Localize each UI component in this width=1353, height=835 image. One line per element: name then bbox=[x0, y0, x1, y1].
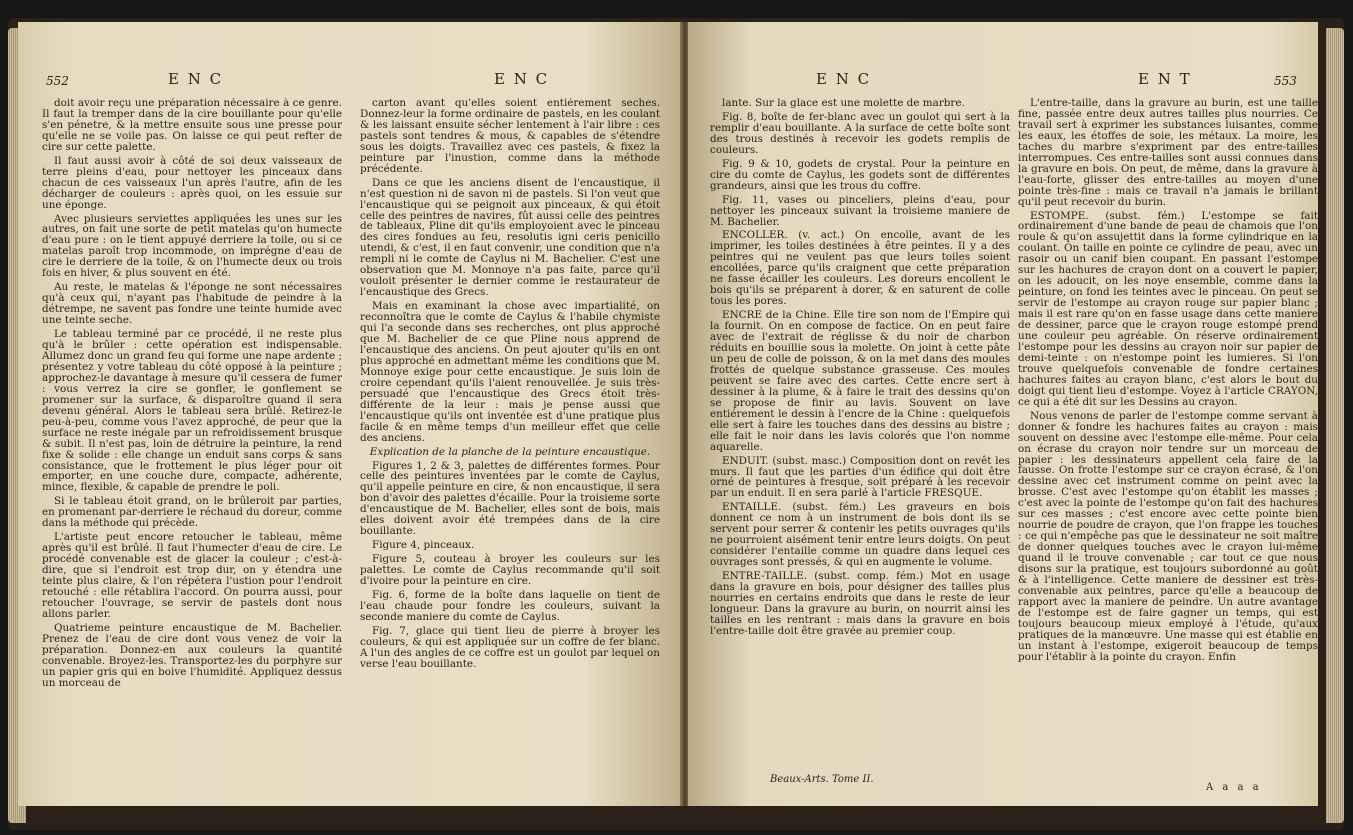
paragraph: Si le tableau étoit grand, on le brûleroit par parties, en promenant par-derriere le réchaud du doreur, comme dans la méthode qui précède. bbox=[42, 495, 342, 530]
running-head-left-col2: E N C bbox=[494, 70, 550, 88]
paragraph: Fig. 9 & 10, godets de crystal. Pour la peinture en cire du comte de Caylus, les godets sont de différentes grandeurs, ainsi que les trous du coffre. bbox=[710, 157, 1010, 192]
left-page-column-1 bbox=[42, 98, 342, 788]
page-number-left: 552 bbox=[46, 74, 69, 88]
paragraph: Avec plusieurs serviettes appliquées les unes sur les autres, on fait une sorte de petit matelas qu'on humecte d'eau pure : on le tient appuyé derriere la toile, ou si ce matelas paroît trop incommode, on imprégne d'eau de cire le derriere de la toile, & on l'humecte deux ou trois fois en hiver, & plus souvent en été. bbox=[42, 212, 342, 280]
left-page-column-2 bbox=[360, 98, 660, 788]
paragraph: ENCOLLER. (v. act.) On encolle, avant de les imprimer, les toiles destinées à être peintes. Il y a des peintres qui ne veulent pas que leurs toiles soient encollées, parce qu'ils craignent que cette préparation ne fasse écailler les couleurs. Les doreurs encollent le bois qu'ils se préparent à dorer, & en saturent de colle tous les pores. bbox=[710, 229, 1010, 308]
right-page bbox=[688, 22, 1318, 806]
paragraph: Mais en examinant la chose avec impartialité, on reconnoîtra que le comte de Caylus & l'habile chymiste qui l'a seconde dans ses recherches, ont plus approché que M. Bachelier de ce que Pline nous apprend de l'encaustique des anciens. On peut ajouter qu'ils en ont plus approché en admettant même les conditions que M. Monnoye exige pour cette encaustique. Je suis loin de croire cependant qu'ils l'aient renouvellée. Je suis très-persuadé que l'encaustique des Grecs étoit très-différente de la leur : mais je pense aussi que l'encaustique qu'ils ont inventée est d'une pratique plus facile & en même temps d'un meilleur effet que celle des anciens. bbox=[360, 300, 660, 444]
running-head-right-col1: E N C bbox=[816, 70, 872, 88]
paragraph: Fig. 6, forme de la boîte dans laquelle on tient de l'eau chaude pour fondre les couleurs, suivant la seconde maniere du comte de Caylus. bbox=[360, 588, 660, 623]
running-head-right-col2: E N T bbox=[1138, 70, 1192, 88]
paragraph: Fig. 7, glace qui tient lieu de pierre à broyer les couleurs, & qui est appliquée sur un coffre de fer blanc. A l'un des angles de ce coffre est un goulot par lequel on verse l'eau bouillante. bbox=[360, 624, 660, 670]
paragraph: Fig. 11, vases ou pinceliers, pleins d'eau, pour nettoyer les pinceaux suivant la troisieme maniere de M. Bachelier. bbox=[710, 193, 1010, 228]
page-number-right: 553 bbox=[1274, 74, 1297, 88]
paragraph: L'artiste peut encore retoucher le tableau, même après qu'il est brûlé. Il faut l'humecter d'eau de cire. Le procédé convenable est de glacer la couleur ; c'est-à-dire, que si l'endroit est trop dur, on y étendra une teinte plus claire, & l'on répétera l'ustion pour l'endroit retouché : elle rétablira l'accord. On pourra aussi, pour retoucher l'ouvrage, se servir de pastels dont nous allons parler. bbox=[42, 531, 342, 620]
paragraph: Le tableau terminé par ce procédé, il ne reste plus qu'à le brûler : cette opération est indispensable. Allumez donc un grand feu qui forme une nape ardente ; présentez y votre tableau du côté opposé à la peinture ; approchez-le davantage à mesure qu'il cessera de fumer : vous verrez la cire se gonfler, le gonflement se promener sur la surface, & disparoître quand il sera devenu général. Alors le tableau sera brûlé. Retirez-le peu-à-peu, comme vous l'avez approché, de peur que la surface ne reste inégale par un refroidissement brusque & subit. Il n'est pas, loin de détruire la peinture, la rend fixe & solide : elle change un enduit sans corps & sans consistance, que le frottement le plus léger pour oit emporter, en une couche dure, compacte, adhérente, mince, flexible, & capable de prendre le poli. bbox=[42, 328, 342, 494]
right-page-column-1 bbox=[710, 98, 1010, 768]
paragraph: ENCRE de la Chine. Elle tire son nom de l'Empire qui la fournit. On en compose de factice. On en peut faire avec de l'extrait de réglisse & du noir de charbon réduits en bouillie sous la molette. On joint à cette pâte un peu de colle de poisson, & on la met dans des moules frottés de quelque substance grasseuse. Ces moules peuvent se faire avec des cartes. Cette encre sert à dessiner à la plume, & à faire le trait des dessins qu'on se propose de finir au lavis. Souvent on lave entiérement le dessin à l'encre de la Chine : quelquefois elle sert à faire les touches dans des dessins au bistre ; elle fait le noir dans les lavis colorés que l'on nomme aquarelle. bbox=[710, 309, 1010, 453]
paragraph: Quatrieme peinture encaustique de M. Bachelier. Prenez de l'eau de cire dont vous venez de voir la préparation. Donnez-en aux couleurs la quantité convenable. Broyez-les. Transportez-les du porphyre sur un papier gris qui en boive l'humidité. Appliquez dessus un morceau de bbox=[42, 621, 342, 689]
paragraph: Figure 4, pinceaux. bbox=[372, 539, 475, 552]
paragraph: Figure 5, couteau à broyer les couleurs sur les palettes. Le comte de Caylus recommande qu'il soit d'ivoire pour la peinture en cire. bbox=[360, 553, 660, 588]
section-heading: Explication de la planche de la peinture encaustique. bbox=[369, 445, 651, 458]
paragraph: carton avant qu'elles soient entiérement seches. Donnez-leur la forme ordinaire de pastels, en les coulant & les laissant ensuite sécher lentement à l'air libre : ces pastels sont tendres & mous, & capables de s'étendre sous les doigts. Travaillez avec ces pastels, & fixez la peinture par l'inustion, comme dans la méthode précédente. bbox=[360, 98, 660, 175]
paragraph: Figures 1, 2 & 3, palettes de différentes formes. Pour celle des peintures inventées par le comte de Caylus, qu'il appelle peinture en cire, & non encaustique, il sera bon d'avoir des palettes d'écaille. Pour la troisieme sorte d'encaustique de M. Bachelier, elles sont de bois, mais elles doivent avoir été trempées dans de la cire bouillante. bbox=[360, 459, 660, 538]
paragraph: ENDUIT. (subst. masc.) Composition dont on revêt les murs. Il faut que les parties d'un édifice qui doit être orné de peintures à fresque, soit préparé à les recevoir par un enduit. Il en sera parlé à l'article FRESQUE. bbox=[710, 454, 1010, 500]
paragraph: ESTOMPE. (subst. fém.) L'estompe se fait ordinairement d'une bande de peau de chamois que l'on roule & qu'on assujettit dans la forme cylindrique en la coulant. On taille en pointe ce cylindre de peau, avec un rasoir ou un canif bien coupant. En passant l'estompe sur les hachures de crayon dont on a couvert le papier, on les adoucit, on les noye ensemble, comme dans la peinture, on fond les teintes avec le pinceau. On peut se servir de l'estompe au crayon rouge sur papier blanc ; mais il est rare qu'on en fasse usage dans cette maniere de dessiner, parce que le crayon rouge estompé prend une couleur peu agréable. On réserve ordinairement l'estompe pour les dessins au crayon noir sur papier de demi-teinte : on n'estompe point les lumieres. Si l'on trouve quelquefois convenable de fondre certaines hachures faites au crayon blanc, c'est alors le bout du doigt qui tient lieu d'estompe. Voyez à l'article CRAYON, ce qui a été dit sur les Dessins au crayon. bbox=[1018, 209, 1318, 408]
paragraph: Dans ce que les anciens disent de l'encaustique, il n'est question ni de savon ni de pastels. Si l'on veut que l'encaustique qui se peignoit aux pinceaux, & qui étoit celle des peintres de navires, fût aussi celle des peintres de tableaux, Pline dit qu'ils employoient avec le pinceau des cires fondues au feu, resolutis igni ceris penicillo utendi, & c'est, il en faut convenir, une condition que n'a rempli ni le comte de Caylus ni M. Bachelier. C'est une observation que M. Monnoye n'a pas faite, parce qu'il vouloit présenter le dernier comme le restaurateur de l'encaustique des Grecs. bbox=[360, 176, 660, 299]
paragraph: L'entre-taille, dans la gravure au burin, est une taille fine, passée entre deux autres tailles plus nourries. Ce travail sert à exprimer les substances luisantes, comme les eaux, les étoffes de soie, les métaux. La moire, les taches du marbre s'expriment par des entre-tailles interrompues. Ces entre-tailles sont aussi connues dans la gravure en bois. On peut, de même, dans la gravure à l'eau-forte, glisser des entre-tailles au moyen d'une pointe très-fine : mais ce travail n'a jamais le brillant qu'il peut recevoir du burin. bbox=[1018, 98, 1318, 208]
paragraph: ENTRE-TAILLE. (subst. comp. fém.) Mot en usage dans la gravure en bois, pour désigner des tailles plus nourries en certains endroits que dans le reste de leur longueur. Dans la gravure au burin, on nourrit ainsi les tailles en les rentrant : mais dans la gravure en bois l'entre-taille doit être gravée au premier coup. bbox=[710, 570, 1010, 637]
page-edges-right bbox=[1326, 28, 1344, 823]
running-head-left-col1: E N C bbox=[168, 70, 224, 88]
paragraph: lante. Sur la glace est une molette de marbre. bbox=[722, 98, 965, 109]
signature-mark: A a a a bbox=[1206, 782, 1262, 793]
left-page bbox=[18, 22, 682, 806]
volume-footer: Beaux-Arts. Tome II. bbox=[770, 774, 874, 785]
right-page-column-2 bbox=[1018, 98, 1318, 788]
paragraph: Fig. 8, boîte de fer-blanc avec un goulot qui sert à la remplir d'eau bouillante. A la surface de cette boîte sont des trous destinés à recevoir les godets remplis de couleurs. bbox=[710, 110, 1010, 156]
paragraph: Nous venons de parler de l'estompe comme servant à donner & fondre les hachures faites au crayon : mais souvent on dessine avec l'estompe elle-même. Pour cela on écrase du crayon noir tendre sur un morceau de papier : les dessinateurs appellent cela faire de la fausse. On frotte l'estompe sur ce crayon écrasé, & l'on dessine avec cet instrument comme on peint avec la brosse. C'est avec l'estompe qu'on établit les masses ; c'est avec la pointe de l'estompe qu'on fait des hachures sur ces masses ; c'est encore avec cette pointe bien nourrie de poudre de crayon, que l'on frappe les touches : ce qui n'empêche pas que le dessinateur ne soit maître de donner quelques touches avec le crayon lui-même quand il le trouve convenable ; car tout ce que nous disons sur la pratique, est toujours subordonné au goût & à l'intelligence. Cette maniere de dessiner est très-convenable aux peintres, parce qu'elle a beaucoup de rapport avec la maniere de peindre. Un autre avantage de l'estompe est de faire gagner un temps, qui est toujours beaucoup mieux employé à l'étude, qu'aux pratiques de la manœuvre. Une masse qui est établie en un instant à l'estompe, exigeroit beaucoup de temps pour l'établir à la pointe du crayon. Enfin bbox=[1018, 409, 1318, 663]
paragraph: doit avoir reçu une préparation nécessaire à ce genre. Il faut la tremper dans de la cire bouillante pour qu'elle s'en pénetre, & la mettre ensuite sous une presse pour qu'elle ne se voile pas. On laisse ce qui peut refter de cire sur cette palette. bbox=[42, 98, 342, 153]
paragraph: ENTAILLE. (subst. fém.) Les graveurs en bois donnent ce nom à un instrument de bois dont ils se servent pour serrer & contenir les petits ouvrages qu'ils ne pourroient aisément tenir entre leurs doigts. On peut considérer l'entaille comme un quadre dans lequel ces ouvrages sont pressés, & qui en augmente le volume. bbox=[710, 501, 1010, 569]
paragraph: Il faut aussi avoir à côté de soi deux vaisseaux de terre pleins d'eau, pour nettoyer les pinceaux dans chacun de ces vaisseaux l'un après l'autre, afin de les décharger de couleurs : après quoi, on les essuie sur une éponge. bbox=[42, 154, 342, 211]
paragraph: Au reste, le matelas & l'éponge ne sont nécessaires qu'à ceux qui, n'ayant pas l'habitude de peindre à la détrempe, ne savent pas fondre une teinte humide avec une teinte seche. bbox=[42, 281, 342, 327]
